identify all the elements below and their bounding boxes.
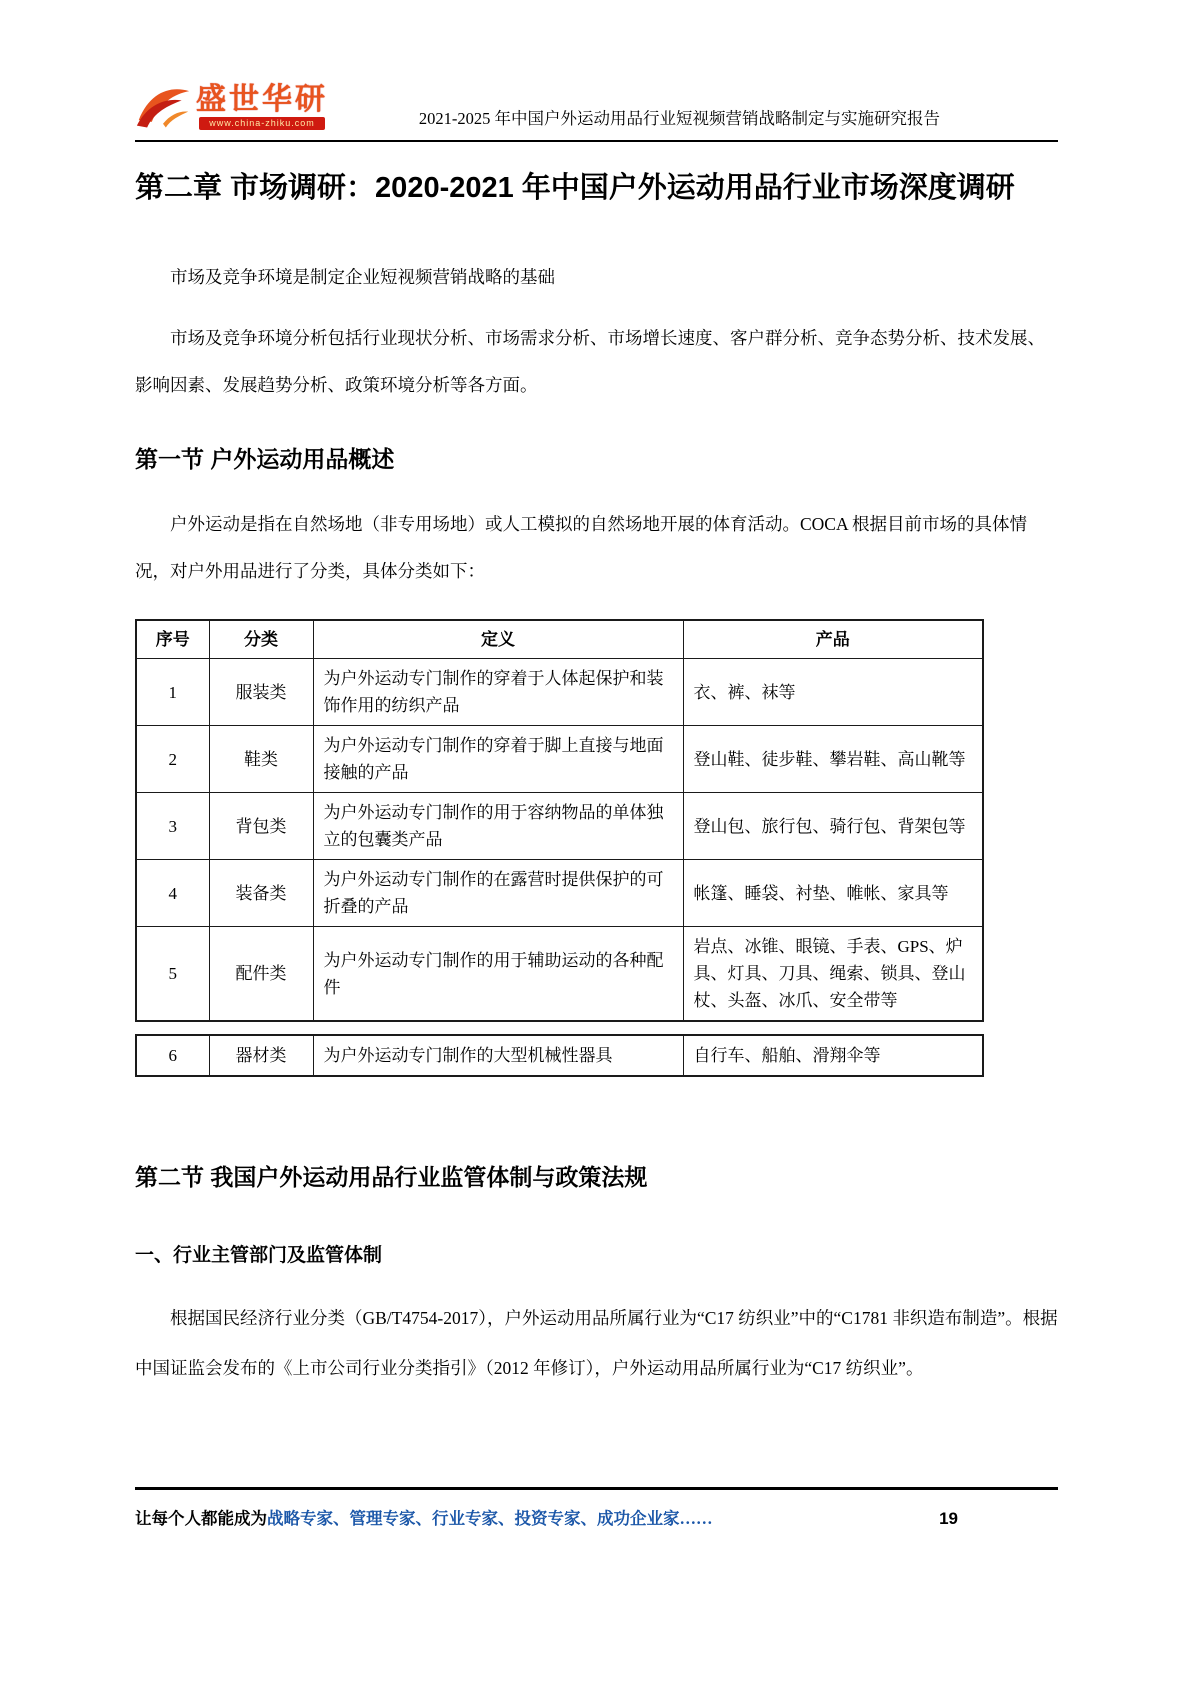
table-cell: 配件类 xyxy=(209,927,313,1022)
table-cell: 3 xyxy=(136,793,209,860)
table-cell: 岩点、冰锥、眼镜、手表、GPS、炉具、灯具、刀具、绳索、锁具、登山杖、头盔、冰爪、安全带等 xyxy=(683,927,983,1022)
section2-sub1-title: 一、行业主管部门及监管体制 xyxy=(135,1245,383,1266)
chapter-title: 第二章 市场调研：2020-2021 年中国户外运动用品行业市场深度调研 xyxy=(135,172,1015,204)
table-row xyxy=(136,726,983,793)
report-title: 2021-2025 年中国户外运动用品行业短视频营销战略制定与实施研究报告 xyxy=(418,109,940,128)
classification-table-continued xyxy=(135,1034,984,1077)
table-cell: 为户外运动专门制作的穿着于人体起保护和装饰作用的纺织产品 xyxy=(313,659,683,726)
table-cell: 装备类 xyxy=(209,860,313,927)
table-cell: 为户外运动专门制作的用于辅助运动的各种配件 xyxy=(313,927,683,1022)
table-cell: 6 xyxy=(136,1035,209,1076)
section2-title: 第二节 我国户外运动用品行业监管体制与政策法规 xyxy=(135,1164,648,1190)
classification-table-head xyxy=(136,620,983,659)
table-row xyxy=(136,860,983,927)
table-header-cell: 定义 xyxy=(313,620,683,659)
table-header-cell: 分类 xyxy=(209,620,313,659)
footer-prefix: 让每个人都能成为 xyxy=(135,1509,267,1528)
table-cell: 5 xyxy=(136,927,209,1022)
table-cell: 为户外运动专门制作的在露营时提供保护的可折叠的产品 xyxy=(313,860,683,927)
table-cell: 1 xyxy=(136,659,209,726)
section1-title: 第一节 户外运动用品概述 xyxy=(135,446,395,472)
logo-url-banner: www.china-zhiku.com xyxy=(199,117,325,130)
page-number: 19 xyxy=(939,1509,958,1528)
table-row xyxy=(136,927,983,1022)
table-cell: 鞋类 xyxy=(209,726,313,793)
table-cell: 2 xyxy=(136,726,209,793)
paragraph-analysis-scope: 市场及竞争环境分析包括行业现状分析、市场需求分析、市场增长速度、客户群分析、竞争态势分析、技术发展、影响因素、发展趋势分析、政策环境分析等各方面。 xyxy=(135,328,1045,395)
table-cell: 为户外运动专门制作的用于容纳物品的单体独立的包囊类产品 xyxy=(313,793,683,860)
footer-highlight-text: 战略专家、管理专家、行业专家、投资专家、成功企业家…… xyxy=(267,1509,713,1528)
table-cell: 4 xyxy=(136,860,209,927)
page-footer xyxy=(135,1487,1058,1529)
table-cell: 帐篷、睡袋、衬垫、帷帐、家具等 xyxy=(683,860,983,927)
table-header-row xyxy=(136,620,983,659)
table-cell: 为户外运动专门制作的穿着于脚上直接与地面接触的产品 xyxy=(313,726,683,793)
table-header-cell: 序号 xyxy=(136,620,209,659)
table-cell: 自行车、船舶、滑翔伞等 xyxy=(683,1035,983,1076)
logo-brand-text: 盛世华研 xyxy=(196,83,328,116)
table-cell: 为户外运动专门制作的大型机械性器具 xyxy=(313,1035,683,1076)
paragraph-basis: 市场及竞争环境是制定企业短视频营销战略的基础 xyxy=(170,267,555,287)
table-cell: 背包类 xyxy=(209,793,313,860)
table-cell: 服装类 xyxy=(209,659,313,726)
table-cell: 登山鞋、徒步鞋、攀岩鞋、高山靴等 xyxy=(683,726,983,793)
classification-table-last-row-body xyxy=(136,1035,983,1076)
table-cell: 登山包、旅行包、骑行包、背架包等 xyxy=(683,793,983,860)
section2-paragraph: 根据国民经济行业分类（GB/T4754-2017），户外运动用品所属行业为“C17 纺织业”中的“C1781 非织造布制造”。根据中国证监会发布的《上市公司行业分类指引》（2012 年修订），户外运动用品所属行业为“C17 纺织业”。 xyxy=(135,1308,1058,1378)
table-row xyxy=(136,793,983,860)
table-row xyxy=(136,1035,983,1076)
logo-text-block xyxy=(196,84,328,130)
classification-table xyxy=(135,619,984,1022)
table-row xyxy=(136,659,983,726)
table-cell: 器材类 xyxy=(209,1035,313,1076)
page-header xyxy=(135,80,1058,142)
logo-swoosh-icon xyxy=(135,82,191,132)
company-logo xyxy=(135,82,328,132)
section1-intro: 户外运动是指在自然场地（非专用场地）或人工模拟的自然场地开展的体育活动。COCA 根据目前市场的具体情况，对户外用品进行了分类，具体分类如下： xyxy=(135,514,1028,581)
classification-table-body xyxy=(136,659,983,1022)
table-cell: 衣、裤、袜等 xyxy=(683,659,983,726)
table-header-cell: 产品 xyxy=(683,620,983,659)
